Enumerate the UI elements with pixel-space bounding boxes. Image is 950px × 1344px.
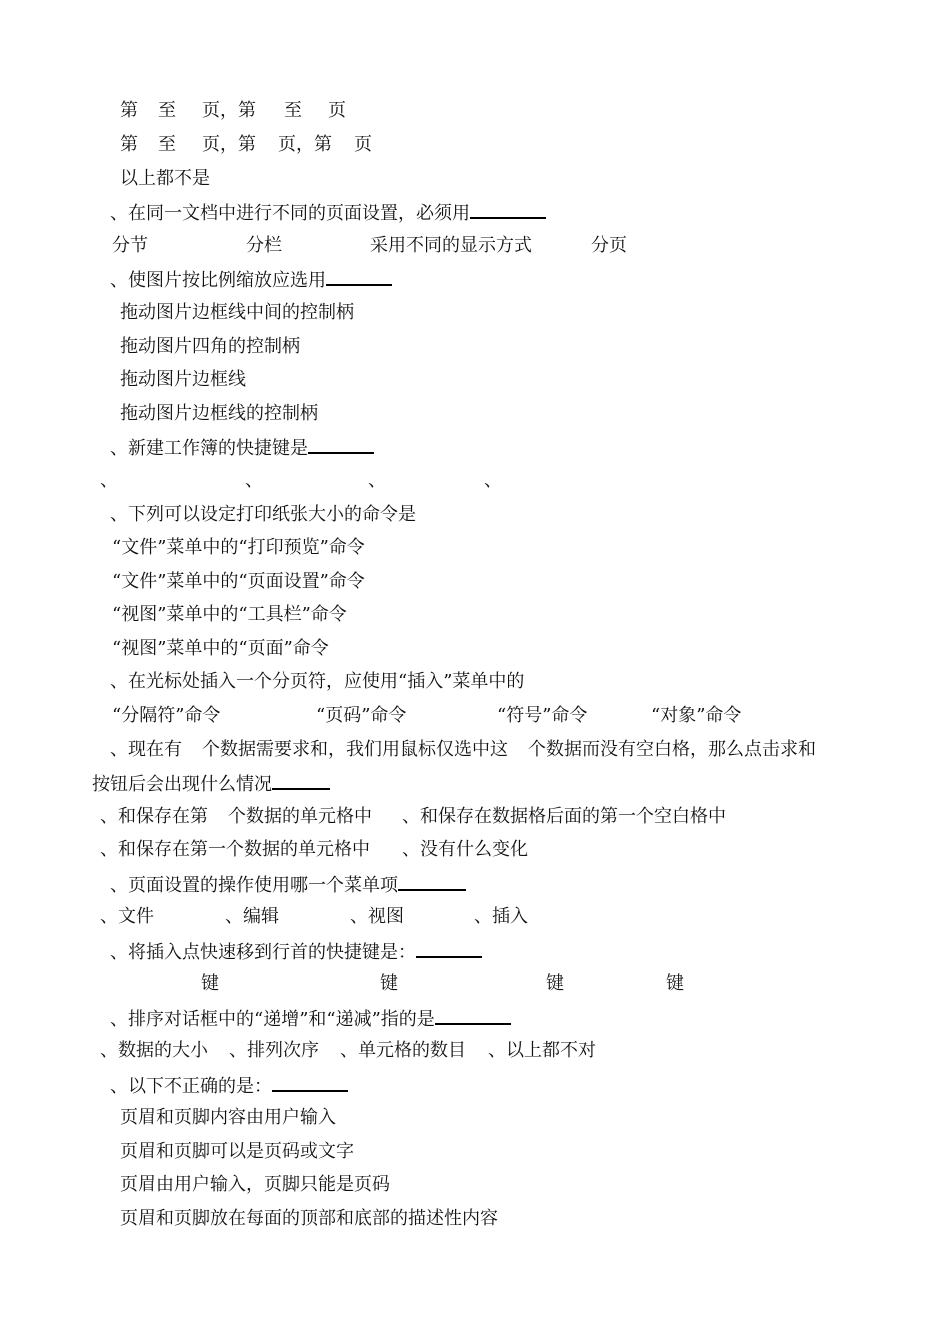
option-b: 页眉和页脚可以是页码或文字 [120,1141,354,1162]
option-b: 分栏 [246,235,282,256]
text-segment: 第 [120,100,138,121]
question-text: 、以下不正确的是： [110,1076,272,1097]
page-range-line-2 [120,134,372,156]
option-b: 拖动图片四角的控制柄 [120,336,300,357]
option-c: 、和保存在第一个数据的单元格中 [100,839,370,860]
option-text: 个数据的单元格中 [228,806,372,827]
option-a: 、 [100,470,118,491]
question-text: 、排序对话框中的“递增”和“递减”指的是 [110,1009,435,1030]
question-text: 、在同一文档中进行不同的页面设置，必须用 [110,203,470,224]
option-b: 、 [245,470,263,491]
text-segment: 页，第 [278,134,332,155]
answer-blank [435,1007,511,1025]
option-d: 分页 [591,235,627,256]
question-page-break: 、在光标处插入一个分页符，应使用“插入”菜单中的 [110,671,525,692]
question-home-key [110,940,482,964]
option-a: “分隔符”命令 [112,705,221,726]
option-c: 、 [368,470,386,491]
question-text: 、将插入点快速移到行首的快捷键是： [110,942,416,963]
option-d: “对象”命令 [651,705,742,726]
question-sum-line-1 [110,739,816,761]
text-segment: 页，第 [202,134,256,155]
answer-blank [272,772,330,790]
option-c: “视图”菜单中的“工具栏”命令 [112,604,347,625]
option-b: 、排列次序 [229,1040,319,1061]
option-b: 、和保存在数据格后面的第一个空白格中 [402,806,726,827]
option-c: 键 [546,973,564,994]
text-segment: 至 [158,100,176,121]
option-text: 、和保存在第 [100,806,208,827]
option-c: 页眉由用户输入，页脚只能是页码 [120,1174,390,1195]
question-page-setup-menu [110,873,466,897]
option-c: 拖动图片边框线 [120,369,246,390]
option-d: 、插入 [474,906,528,927]
answer-blank [470,201,546,219]
option-d: 页眉和页脚放在每面的顶部和底部的描述性内容 [120,1208,498,1229]
text-segment: 页 [328,100,346,121]
question-section-options [112,235,148,257]
text-segment: 至 [158,134,176,155]
option-a: 分节 [112,235,148,256]
page-range-line-1 [120,100,346,122]
option-a: 键 [201,973,219,994]
text-segment: 页 [354,134,372,155]
option-d: 、 [484,470,502,491]
question-paper-size: 、下列可以设定打印纸张大小的命令是 [110,504,416,525]
question-text: 、新建工作簿的快捷键是 [110,438,308,459]
option-c: “符号”命令 [497,705,588,726]
option-d: 键 [666,973,684,994]
question-sum-line-2 [92,772,330,796]
option-d: “视图”菜单中的“页面”命令 [112,638,329,659]
option-a: 拖动图片边框线中间的控制柄 [120,302,354,323]
question-image-scale [110,268,392,292]
question-text: 、现在有 [110,739,182,760]
option-none: 以上都不是 [120,168,210,189]
option-c: 采用不同的显示方式 [370,235,532,256]
question-new-workbook-shortcut [110,436,374,460]
option-a: “文件”菜单中的“打印预览”命令 [112,537,365,558]
option-d: 拖动图片边框线的控制柄 [120,403,318,424]
question-text: 个数据需要求和，我们用鼠标仅选中这 [202,739,508,760]
question-header-footer [110,1074,348,1098]
answer-blank [398,873,466,891]
option-a: 页眉和页脚内容由用户输入 [120,1107,336,1128]
option-d: 、以上都不对 [488,1040,596,1061]
text-segment: 页，第 [202,100,256,121]
option-b: “页码”命令 [316,705,407,726]
answer-blank [272,1074,348,1092]
question-text: 、页面设置的操作使用哪一个菜单项 [110,875,398,896]
option-c: 、视图 [350,906,404,927]
option-b: “文件”菜单中的“页面设置”命令 [112,571,365,592]
option-b: 键 [380,973,398,994]
option-d: 、没有什么变化 [402,839,528,860]
answer-blank [326,268,392,286]
option-a: 、数据的大小 [100,1040,208,1061]
question-section [110,201,546,225]
option-a [100,806,372,828]
option-a: 、文件 [100,906,154,927]
question-text: 个数据而没有空白格，那么点击求和 [528,739,816,760]
text-segment: 至 [284,100,302,121]
question-text: 、使图片按比例缩放应选用 [110,270,326,291]
answer-blank [308,436,374,454]
answer-blank [416,940,482,958]
question-text: 按钮后会出现什么情况 [92,774,272,795]
option-b: 、编辑 [225,906,279,927]
option-c: 、单元格的数目 [340,1040,466,1061]
question-sort-order [110,1007,511,1031]
text-segment: 第 [120,134,138,155]
